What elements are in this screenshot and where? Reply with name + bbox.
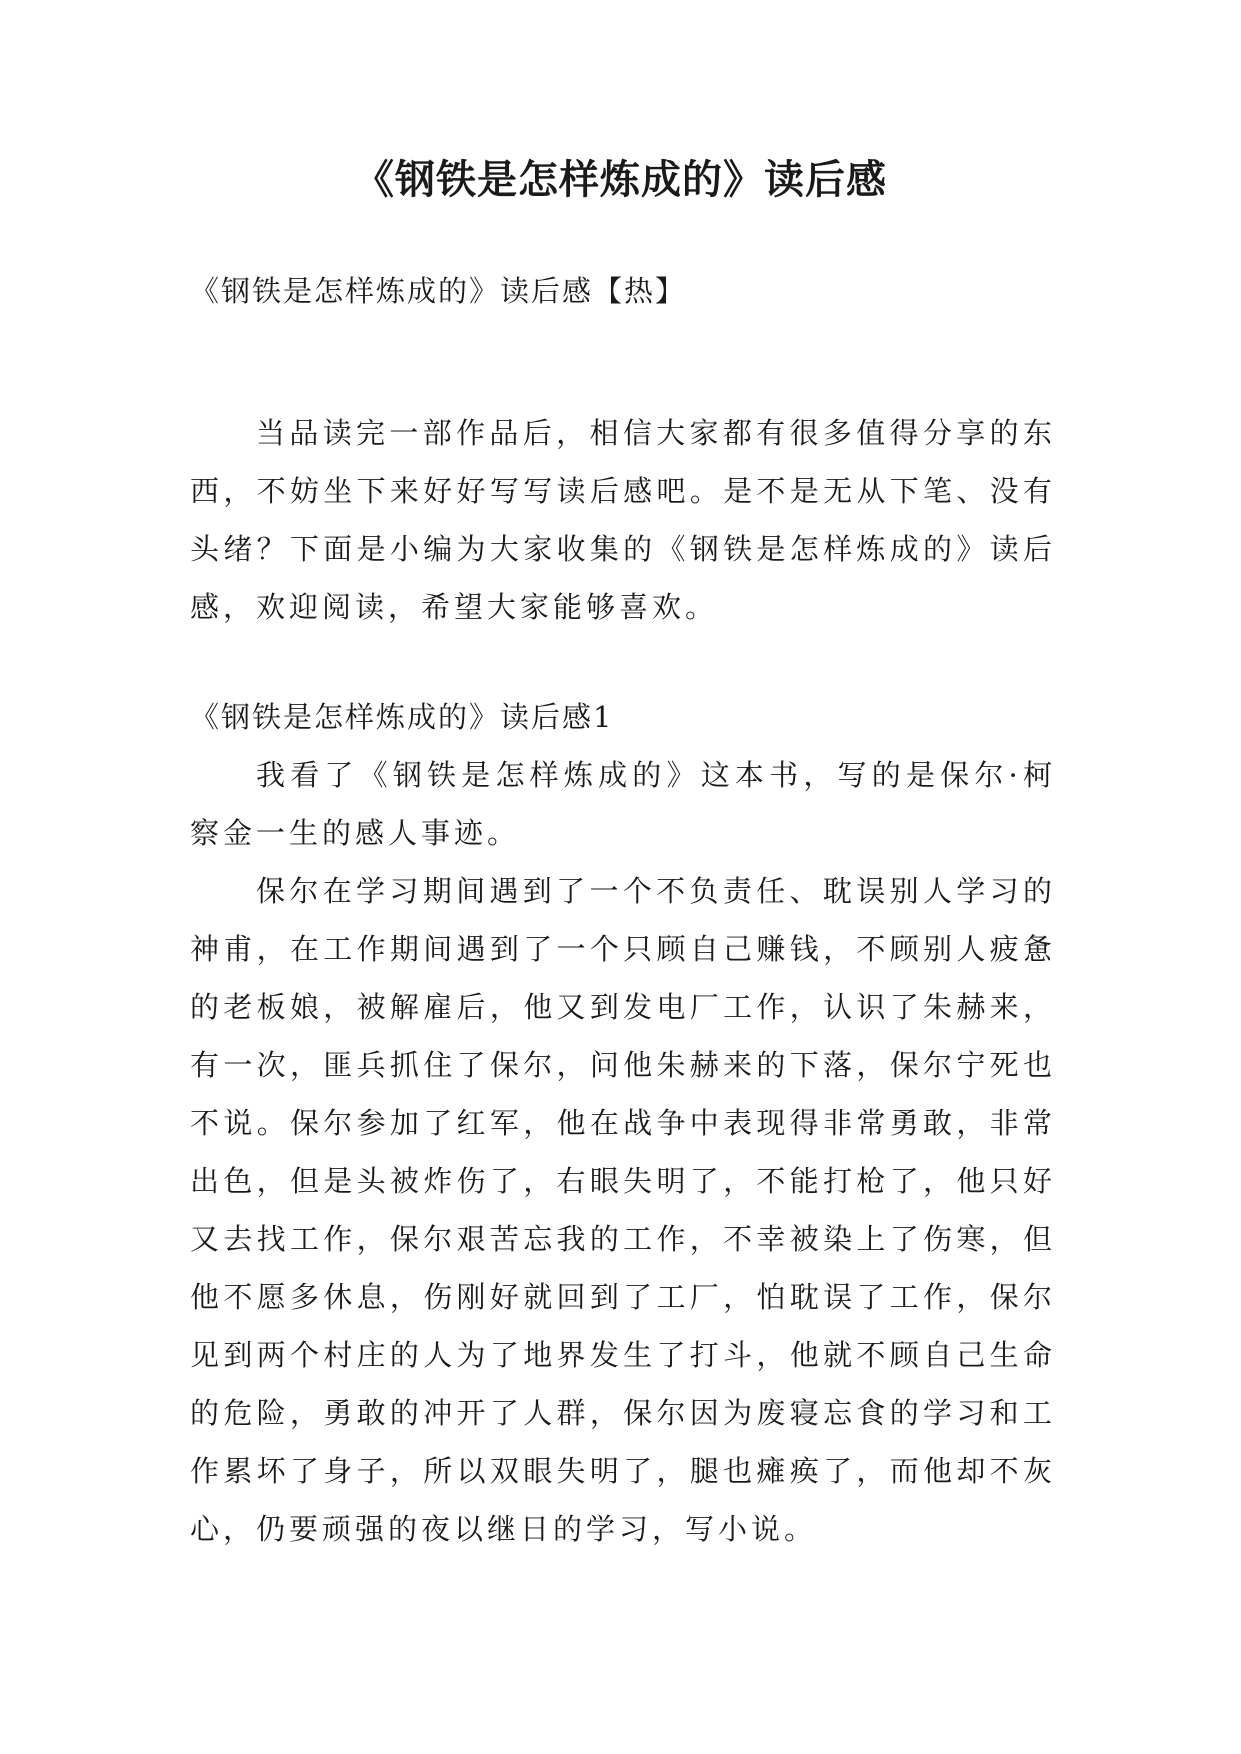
intro-paragraph: 当品读完一部作品后，相信大家都有很多值得分享的东西，不妨坐下来好好写写读后感吧。是不是无从下笔、没有头绪？下面是小编为大家收集的《钢铁是怎样炼成的》读后感，欢迎阅读，希望大家能够喜欢。 (190, 416, 1056, 624)
document-body (190, 262, 1056, 1558)
spacer (190, 376, 1056, 404)
section-paragraph-1: 我看了《钢铁是怎样炼成的》这本书，写的是保尔·柯察金一生的感人事迹。 (190, 758, 1056, 850)
section-paragraph-2: 保尔在学习期间遇到了一个不负责任、耽误别人学习的神甫，在工作期间遇到了一个只顾自己赚钱，不顾别人疲惫的老板娘，被解雇后，他又到发电厂工作，认识了朱赫来，有一次，匪兵抓住了保尔，问他朱赫来的下落，保尔宁死也不说。保尔参加了红军，他在战争中表现得非常勇敢，非常出色，但是头被炸伤了，右眼失明了，不能打枪了，他只好又去找工作，保尔艰苦忘我的工作，不幸被染上了伤寒，但他不愿多休息，伤刚好就回到了工厂，怕耽误了工作，保尔见到两个村庄的人为了地界发生了打斗，他就不顾自己生命的危险，勇敢的冲开了人群，保尔因为废寝忘食的学习和工作累坏了身子，所以双眼失明了，腿也瘫痪了，而他却不灰心，仍要顽强的夜以继日的学习，写小说。 (190, 874, 1056, 1546)
document-subtitle: 《钢铁是怎样炼成的》读后感【热】 (190, 274, 687, 308)
section-heading: 《钢铁是怎样炼成的》读后感1 (190, 700, 614, 734)
spacer (190, 636, 1056, 688)
document-title: 《钢铁是怎样炼成的》读后感 (354, 157, 887, 203)
spacer (190, 320, 1056, 376)
